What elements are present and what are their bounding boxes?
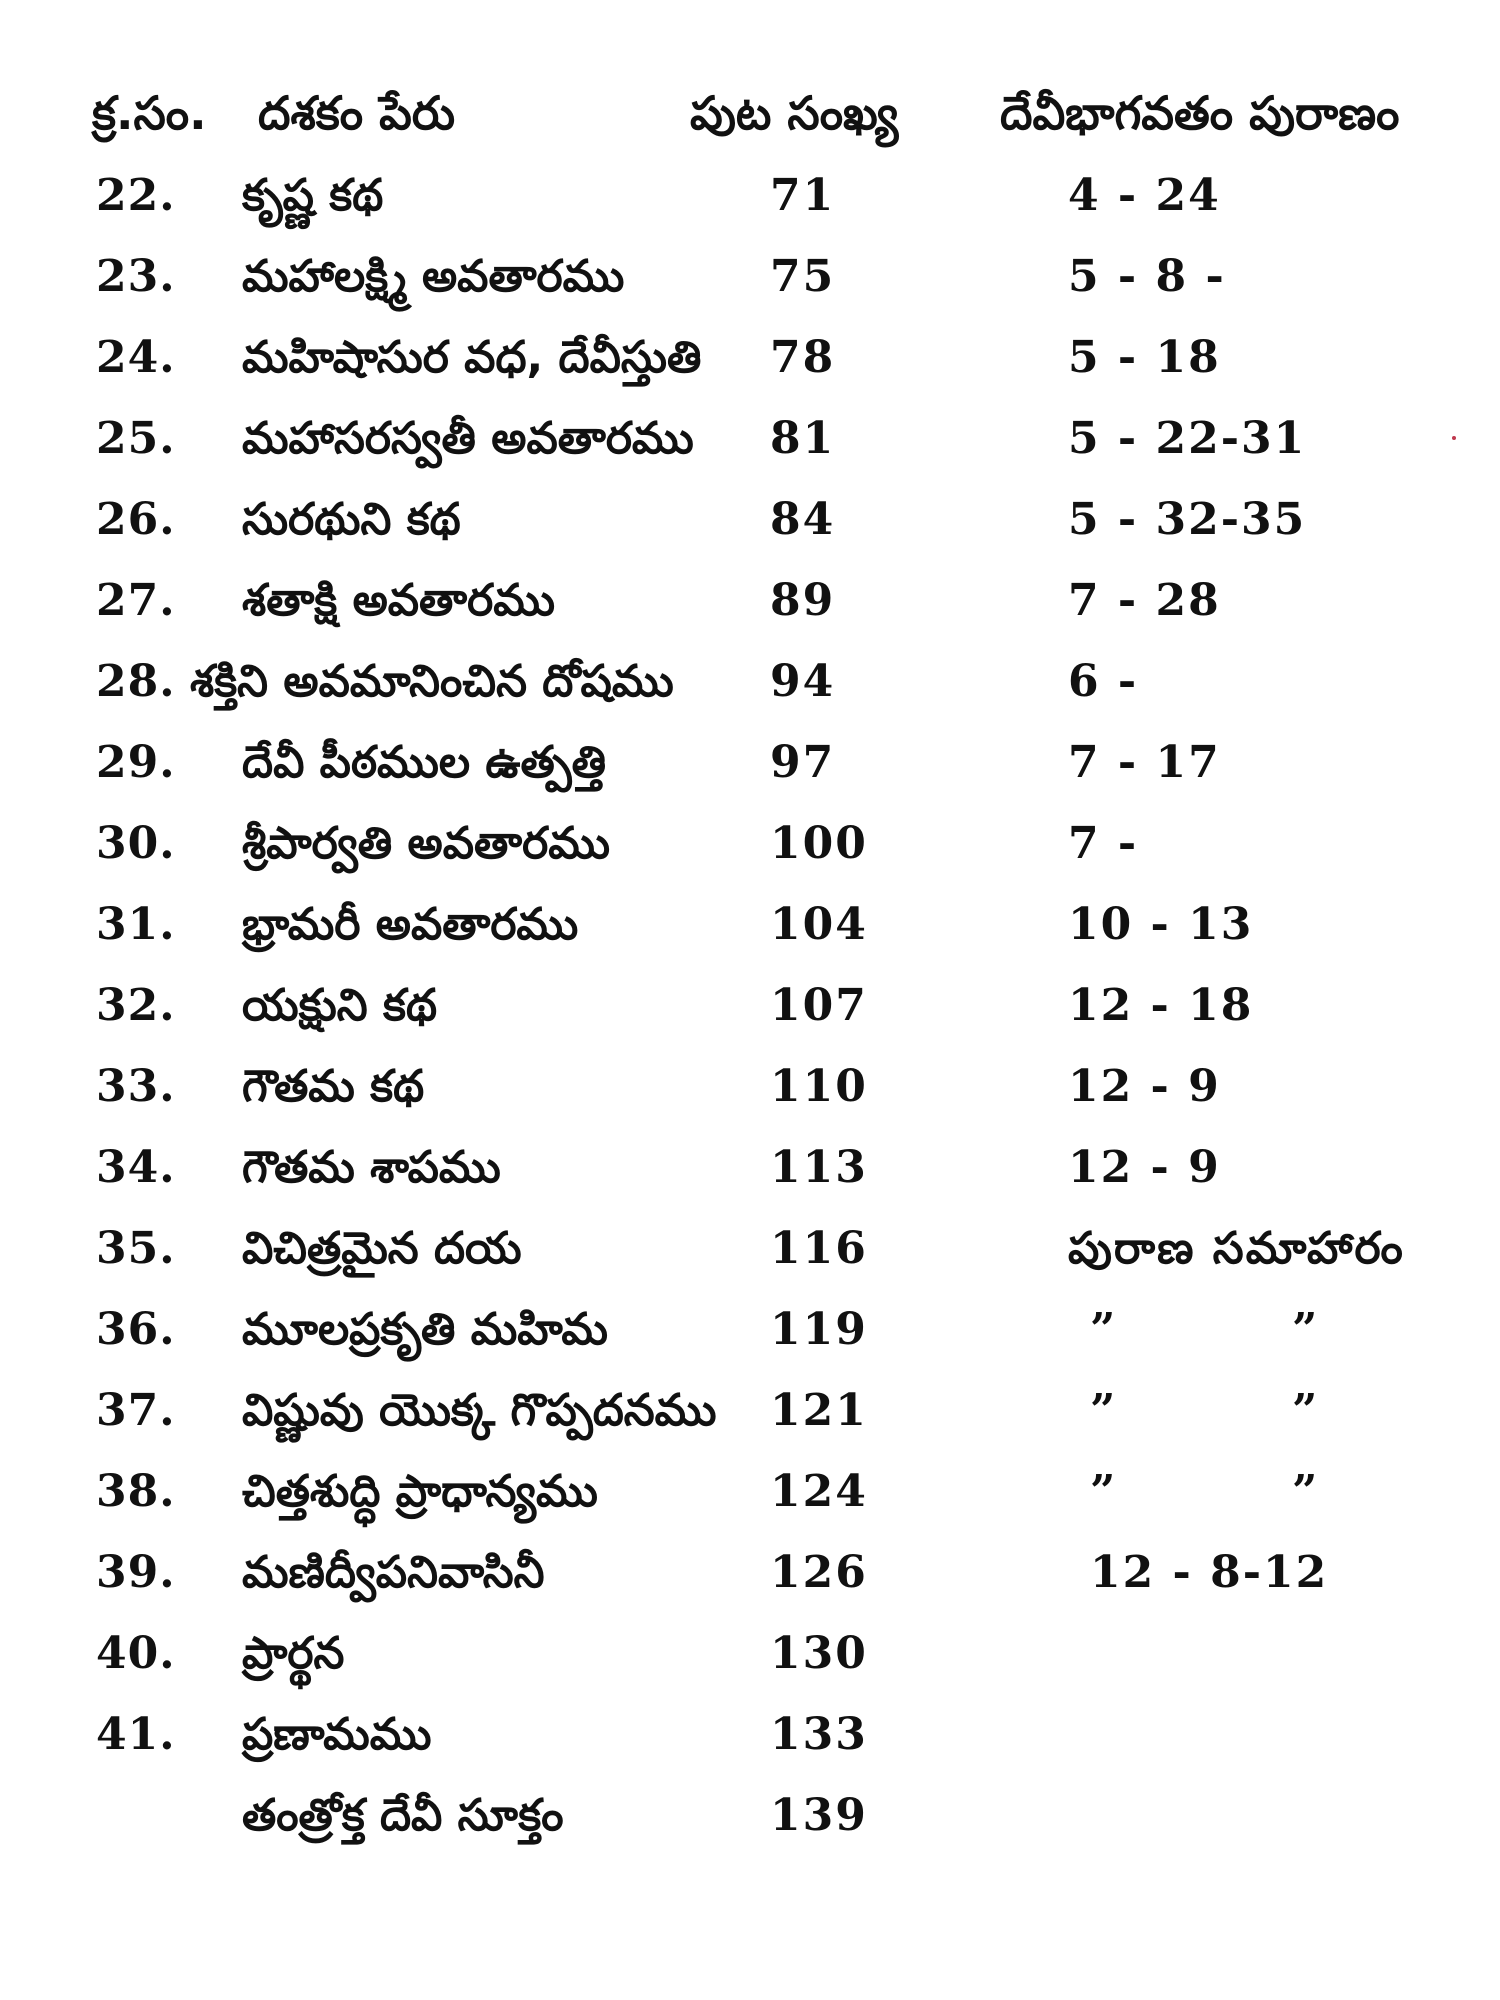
row-number: 34. — [96, 1142, 176, 1193]
row-reference: 5 - 8 - — [1068, 251, 1226, 302]
row-title: మహాసరస్వతీ అవతారము — [242, 413, 694, 464]
row-title: చిత్తశుద్ధి ప్రాధాన్యము — [242, 1466, 598, 1517]
table-row — [0, 1130, 1500, 1211]
row-title: తంత్రోక్త దేవీ సూక్తం — [242, 1790, 564, 1841]
header-serial: క్ర.సం. — [92, 86, 207, 140]
row-page: 130 — [770, 1628, 868, 1679]
row-reference-ditto: ” — [1090, 1466, 1118, 1517]
table-row — [0, 968, 1500, 1049]
row-title: విచిత్రమైన దయ — [242, 1223, 522, 1274]
row-page: 116 — [770, 1223, 868, 1274]
table-row — [0, 563, 1500, 644]
table-row — [0, 239, 1500, 320]
table-row — [0, 1211, 1500, 1292]
row-page: 107 — [770, 980, 868, 1031]
header-reference: దేవీభాగవతం పురాణం — [1000, 86, 1400, 140]
row-reference: 12 - 18 — [1068, 980, 1254, 1031]
row-number: 40. — [96, 1628, 176, 1679]
table-row — [0, 1697, 1500, 1778]
row-reference-ditto: ” — [1090, 1304, 1118, 1355]
row-page: 121 — [770, 1385, 868, 1436]
row-reference-ditto: ” — [1292, 1304, 1318, 1355]
row-number: 41. — [96, 1709, 176, 1760]
row-page: 113 — [770, 1142, 868, 1193]
row-reference: 12 - 8-12 — [1090, 1547, 1329, 1598]
row-number: 24. — [96, 332, 176, 383]
row-title: శతాక్షి అవతారము — [242, 575, 556, 626]
table-row — [0, 482, 1500, 563]
ink-speck — [1452, 436, 1456, 440]
row-title: కృష్ణ కథ — [242, 170, 384, 221]
row-title: దేవీ పీఠముల ఉత్పత్తి — [242, 737, 607, 788]
row-title: శ్రీపార్వతి అవతారము — [242, 818, 610, 869]
row-number: 27. — [96, 575, 176, 626]
row-title: మణిద్వీపనివాసినీ — [242, 1547, 545, 1598]
row-reference: 5 - 32-35 — [1068, 494, 1307, 545]
table-row — [0, 320, 1500, 401]
row-reference: 5 - 18 — [1068, 332, 1221, 383]
row-number: 29. — [96, 737, 176, 788]
table-row — [0, 1049, 1500, 1130]
row-reference: 5 - 22-31 — [1068, 413, 1307, 464]
table-row — [0, 644, 1500, 725]
row-title: మహిషాసుర వధ, దేవీస్తుతి — [242, 332, 702, 383]
row-page: 133 — [770, 1709, 868, 1760]
table-row — [0, 887, 1500, 968]
table-row — [0, 1373, 1500, 1454]
row-reference: 7 - 17 — [1068, 737, 1221, 788]
row-page: 71 — [770, 170, 836, 221]
row-number: 25. — [96, 413, 176, 464]
table-row — [0, 158, 1500, 239]
row-number: 23. — [96, 251, 176, 302]
row-page: 119 — [770, 1304, 868, 1355]
row-title: ప్రార్థన — [242, 1628, 345, 1679]
table-row — [0, 1616, 1500, 1697]
row-title: ప్రణామము — [242, 1709, 432, 1760]
header-page: పుట సంఖ్య — [690, 86, 899, 140]
row-number: 28. — [96, 656, 176, 707]
row-reference: 12 - 9 — [1068, 1061, 1221, 1112]
row-reference-ditto: ” — [1090, 1385, 1118, 1436]
table-row — [0, 1454, 1500, 1535]
header-title: దశకం పేరు — [258, 86, 456, 140]
row-number: 30. — [96, 818, 176, 869]
row-number: 37. — [96, 1385, 176, 1436]
row-page: 100 — [770, 818, 868, 869]
row-title: గౌతమ కథ — [242, 1061, 425, 1112]
row-number: 36. — [96, 1304, 176, 1355]
table-row — [0, 725, 1500, 806]
row-number: 39. — [96, 1547, 176, 1598]
row-title: భ్రామరీ అవతారము — [242, 899, 579, 950]
row-page: 75 — [770, 251, 836, 302]
row-page: 89 — [770, 575, 836, 626]
row-reference: 4 - 24 — [1068, 170, 1221, 221]
row-number: 26. — [96, 494, 176, 545]
table-row — [0, 806, 1500, 887]
row-title: విష్ణువు యొక్క గొప్పదనము — [242, 1385, 717, 1436]
row-page: 84 — [770, 494, 836, 545]
row-page: 110 — [770, 1061, 868, 1112]
table-row — [0, 1535, 1500, 1616]
row-page: 126 — [770, 1547, 868, 1598]
row-reference-ditto: ” — [1292, 1466, 1318, 1517]
row-reference: 10 - 13 — [1068, 899, 1254, 950]
contents-table — [0, 158, 1500, 1859]
row-number: 32. — [96, 980, 176, 1031]
table-row — [0, 1292, 1500, 1373]
row-title: మూలప్రకృతి మహిమ — [242, 1304, 608, 1355]
row-page: 97 — [770, 737, 836, 788]
table-row — [0, 1778, 1500, 1859]
table-row — [0, 401, 1500, 482]
row-reference: 7 - 28 — [1068, 575, 1221, 626]
row-reference: 6 - — [1068, 656, 1139, 707]
row-reference-ditto: ” — [1292, 1385, 1318, 1436]
row-number: 35. — [96, 1223, 176, 1274]
row-title: యక్షుని కథ — [242, 980, 438, 1031]
row-page: 78 — [770, 332, 836, 383]
row-number: 22. — [96, 170, 176, 221]
row-title: గౌతమ శాపము — [242, 1142, 501, 1193]
row-reference: 12 - 9 — [1068, 1142, 1221, 1193]
row-page: 81 — [770, 413, 836, 464]
row-title: మహాలక్ష్మి అవతారము — [242, 251, 625, 302]
row-number: 31. — [96, 899, 176, 950]
row-number: 38. — [96, 1466, 176, 1517]
row-page: 124 — [770, 1466, 868, 1517]
row-number: 33. — [96, 1061, 176, 1112]
row-page: 139 — [770, 1790, 868, 1841]
row-reference: 7 - — [1068, 818, 1139, 869]
row-page: 94 — [770, 656, 836, 707]
table-header — [0, 86, 1500, 156]
row-page: 104 — [770, 899, 868, 950]
row-reference: పురాణ సమాహారం — [1068, 1223, 1405, 1274]
row-title: సురథుని కథ — [242, 494, 461, 545]
row-title: శక్తిని అవమానించిన దోషము — [190, 656, 674, 707]
